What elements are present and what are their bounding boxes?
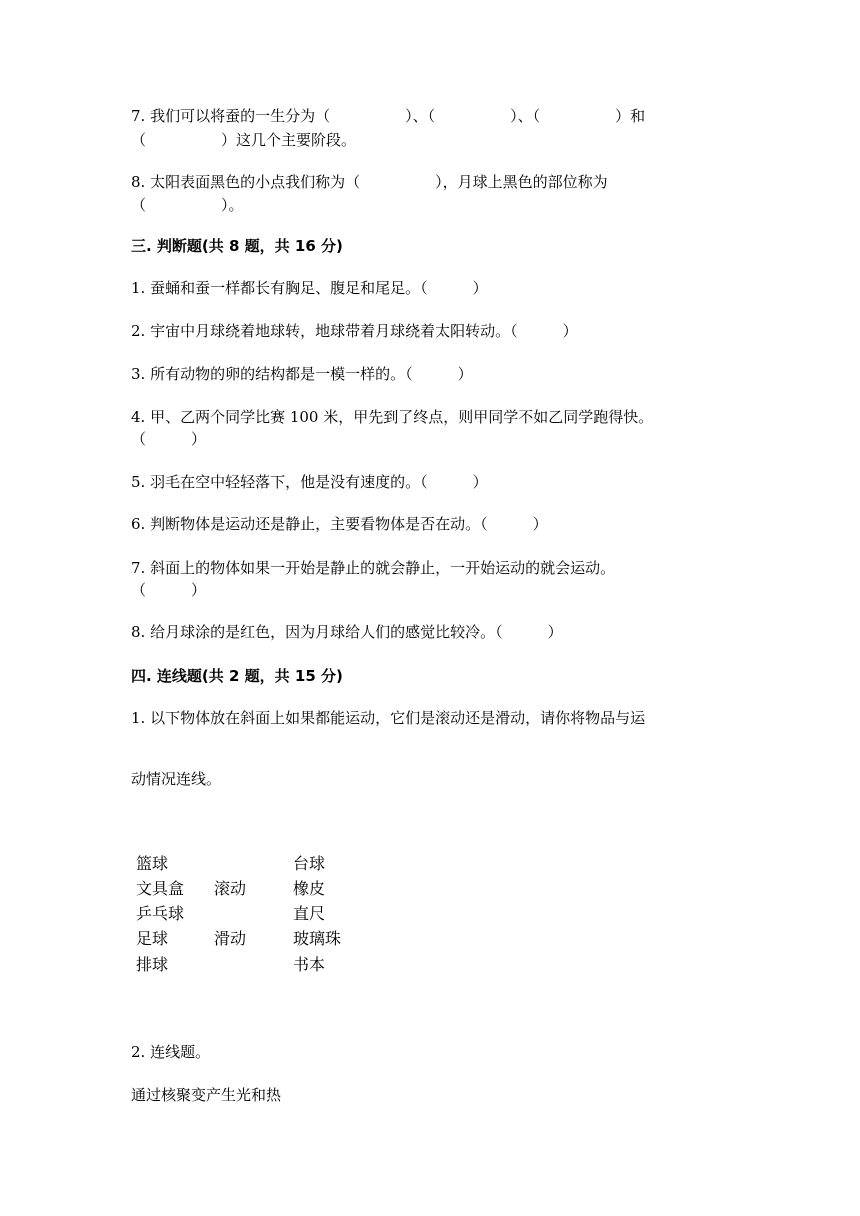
match-right-2: 橡皮 — [293, 879, 326, 898]
fill-q7-line2: （ ）这几个主要阶段。 — [131, 131, 357, 149]
match-q1-line1: 1. 以下物体放在斜面上如果都能运动，它们是滚动还是滑动，请你将物品与运 — [131, 709, 646, 727]
match-middle-2: 滑动 — [214, 929, 247, 948]
fill-q8-line2: （ ）。 — [131, 196, 244, 214]
match-right-5: 书本 — [293, 955, 326, 974]
judge-item-5: 5. 羽毛在空中轻轻落下，他是没有速度的。（ ） — [131, 473, 488, 491]
judge-item-4-line1: 4. 甲、乙两个同学比赛 100 米，甲先到了终点，则甲同学不如乙同学跑得快。 — [131, 408, 654, 426]
match-left-3: 乒乓球 — [136, 904, 185, 923]
judge-item-1: 1. 蚕蛹和蚕一样都长有胸足、腹足和尾足。（ ） — [131, 279, 488, 297]
match-left-5: 排球 — [136, 955, 169, 974]
judge-item-4-line2: （ ） — [131, 430, 207, 448]
match-q1-line2: 动情况连线。 — [131, 770, 222, 788]
judge-item-7-line2: （ ） — [131, 581, 207, 599]
match-left-4: 足球 — [136, 929, 169, 948]
match-middle-1: 滚动 — [214, 879, 247, 898]
fill-q8-line1: 8. 太阳表面黑色的小点我们称为（ ），月球上黑色的部位称为 — [131, 173, 608, 191]
judge-item-8: 8. 给月球涂的是红色，因为月球给人们的感觉比较冷。（ ） — [131, 623, 563, 641]
match-left-1: 篮球 — [136, 854, 169, 873]
judge-item-6: 6. 判断物体是运动还是静止，主要看物体是否在动。（ ） — [131, 515, 548, 533]
match-left-2: 文具盒 — [136, 879, 185, 898]
judge-item-2: 2. 宇宙中月球绕着地球转，地球带着月球绕着太阳转动。（ ） — [131, 322, 578, 340]
match-right-4: 玻璃珠 — [293, 929, 342, 948]
judge-item-3: 3. 所有动物的卵的结构都是一模一样的。（ ） — [131, 365, 473, 383]
match-q2-title: 2. 连线题。 — [131, 1043, 211, 1061]
judge-heading: 三. 判断题(共 8 题，共 16 分) — [131, 237, 343, 255]
match-heading: 四. 连线题(共 2 题，共 15 分) — [131, 667, 343, 685]
fill-q7-line1: 7. 我们可以将蚕的一生分为（ ）、（ ）、（ ）和 — [131, 107, 646, 125]
match-right-1: 台球 — [293, 854, 326, 873]
match-right-3: 直尺 — [293, 904, 326, 923]
judge-item-7-line1: 7. 斜面上的物体如果一开始是静止的就会静止，一开始运动的就会运动。 — [131, 559, 616, 577]
match-q2-line1: 通过核聚变产生光和热 — [131, 1086, 282, 1104]
